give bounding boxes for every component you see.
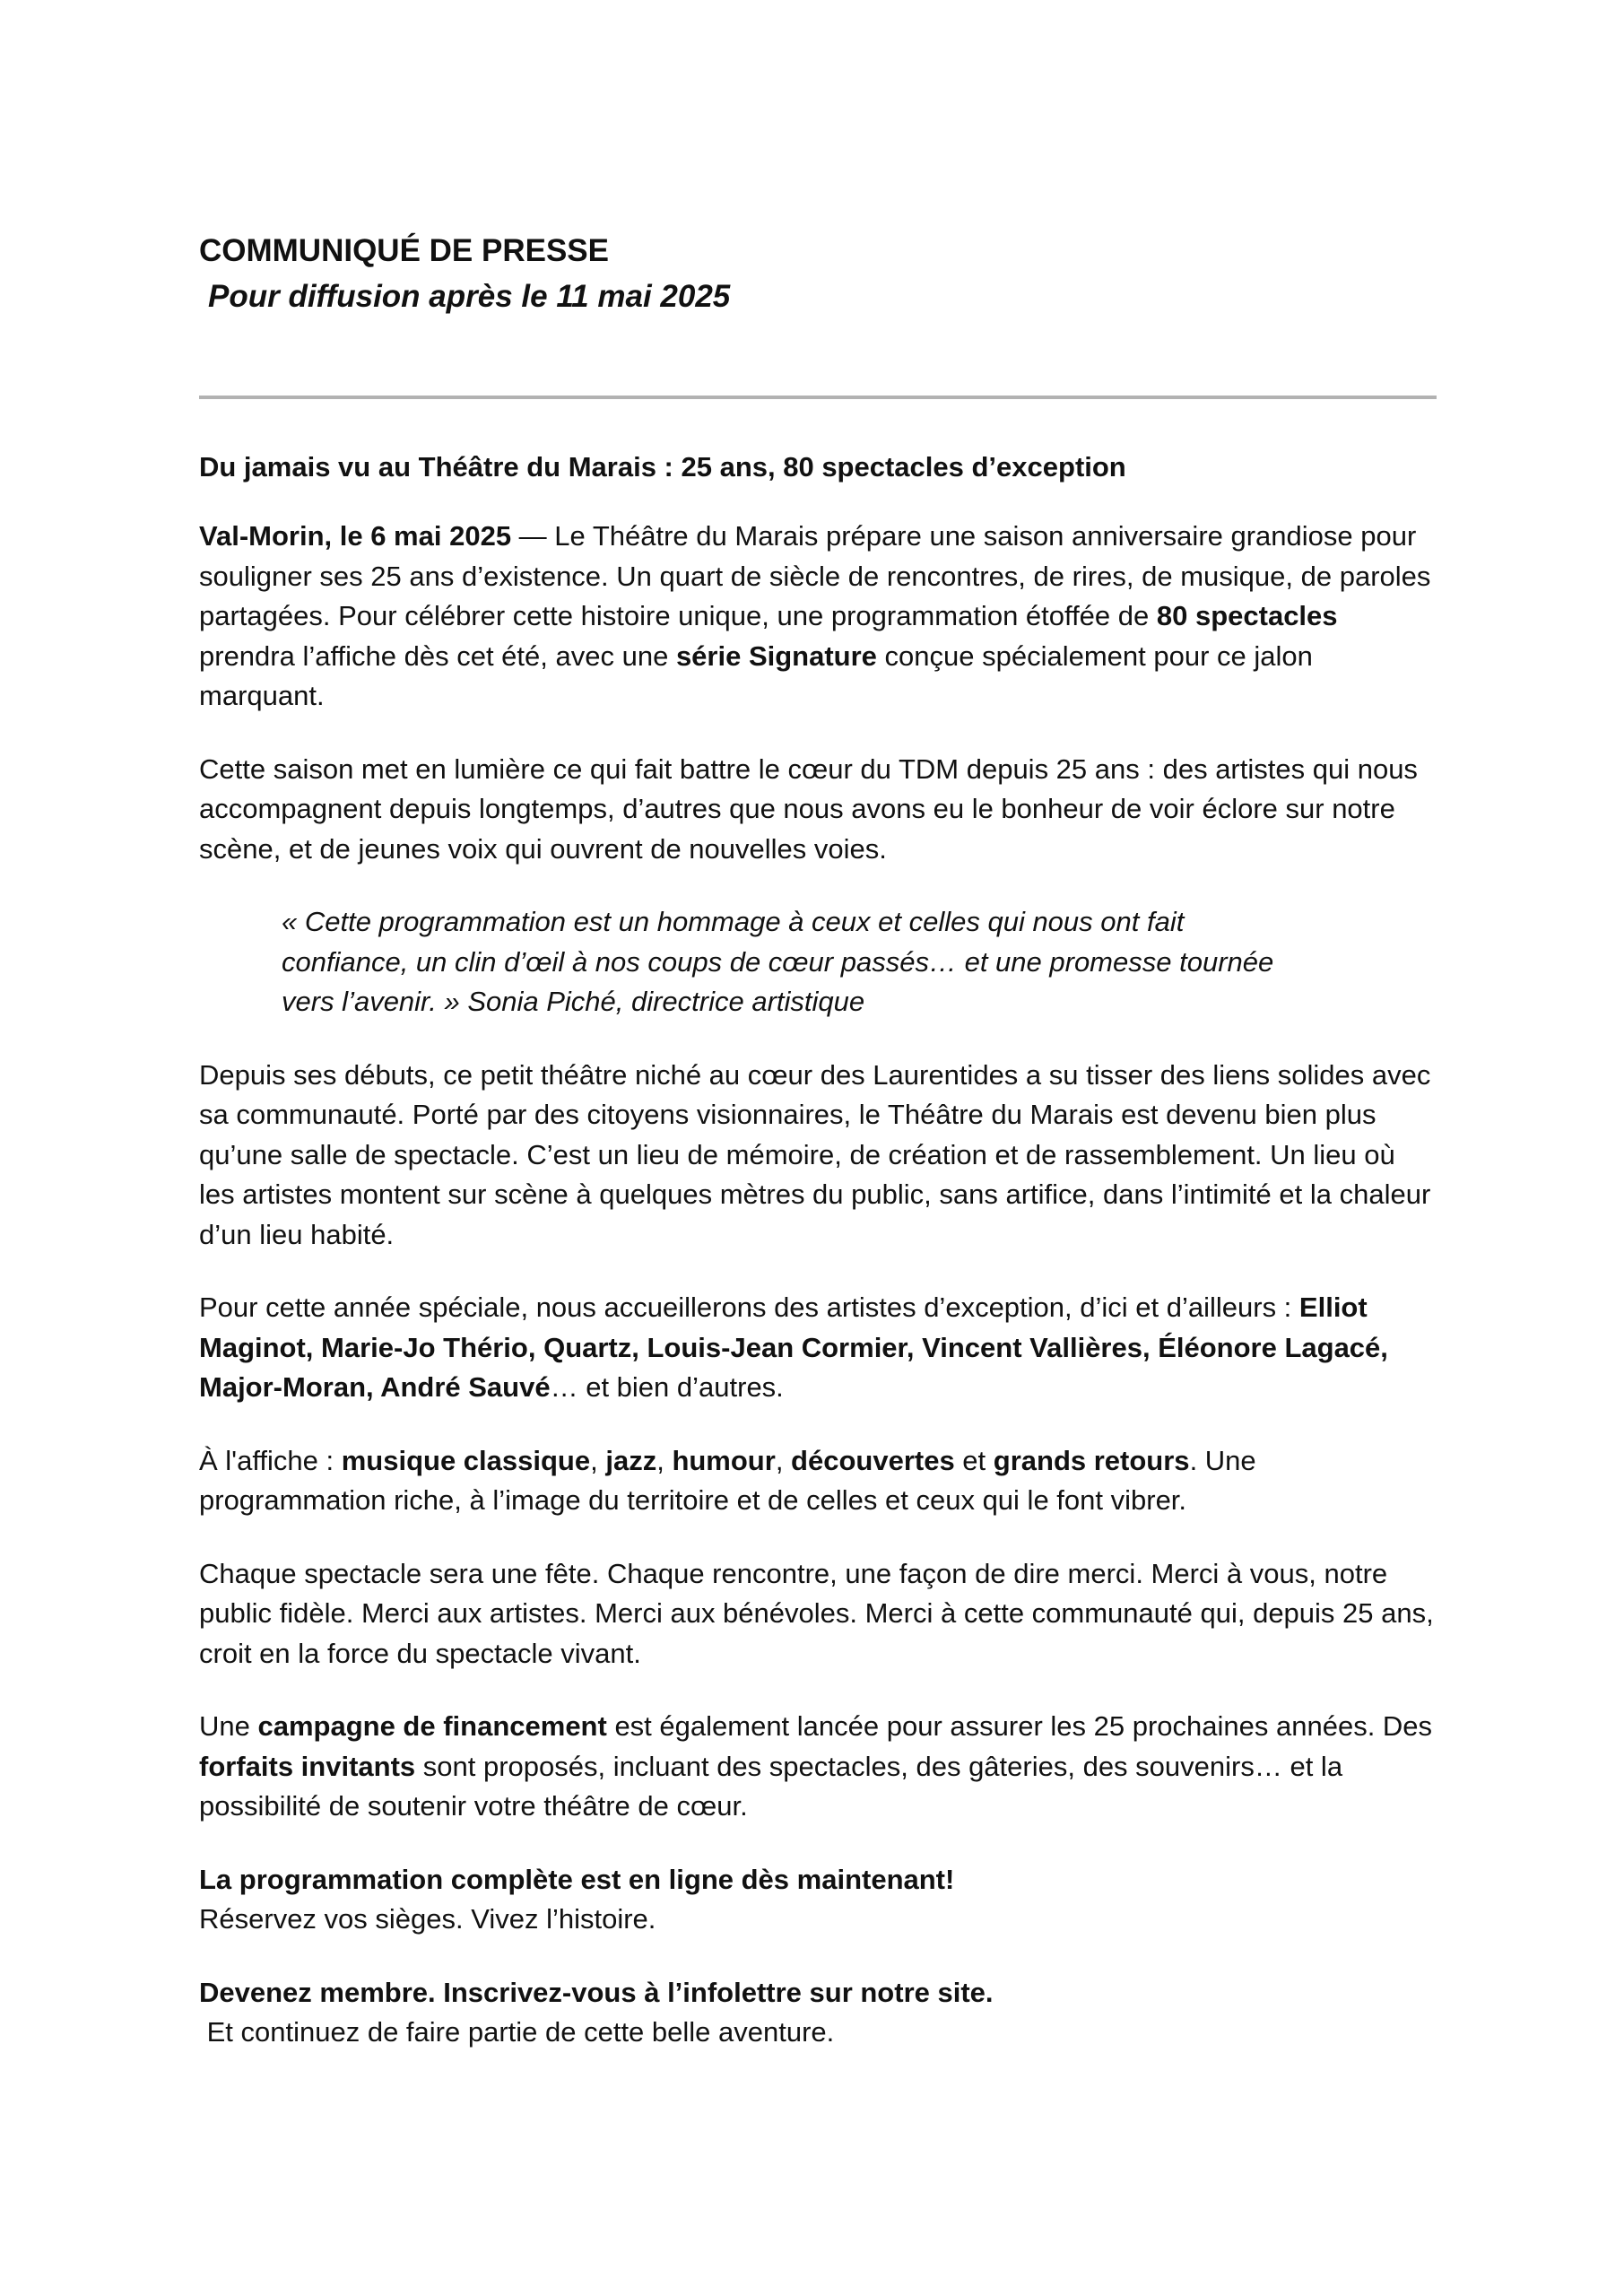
fundraising-text-a: Une [199,1710,258,1742]
horizontal-divider [199,396,1437,399]
director-quote: « Cette programmation est un hommage à ceux et celles qui nous ont fait confiance, un clin d’œil à nos coups de cœur passés… et une promesse tournée vers l’avenir. » Sonia Piché, directrice artistique [282,906,1274,1017]
paragraph-intro [199,517,1437,717]
artists-outro: … et bien d’autres. [550,1371,784,1403]
emphasis-serie-signature: série Signature [675,639,877,672]
intro-text-c: prendra l’affiche dès cet été, avec une [199,639,676,672]
fundraising-text-e: sont proposés, incluant des spectacles, des gâteries, des souvenirs… et la possibilité de soutenir votre théâtre de cœur. [199,1750,1343,1822]
paragraph-program-online [199,1860,1437,1940]
artists-list: Elliot Maginot, Marie-Jo Thério, Quartz, Louis-Jean Cormier, Vincent Vallières, Éléonore Lagacé, Major-Moran, André Sauvé [199,1292,1388,1403]
genres-outro: . Une programmation riche, à l’image du territoire et de celles et ceux qui le font vibrer. [199,1444,1256,1516]
dateline: Val-Morin, le 6 mai 2025 [199,520,512,552]
membership-line2: Et continuez de faire partie de cette belle aventure. [199,2016,835,2048]
paragraph-season: Cette saison met en lumière ce qui fait battre le cœur du TDM depuis 25 ans : des artistes qui nous accompagnent depuis longtemps, d’autres que nous avons eu le bonheur de voir éclore sur notre scène, et de jeunes voix qui ouvrent de nouvelles voies. [199,752,1418,865]
genre-jazz: jazz [605,1444,657,1476]
separator: et [954,1444,994,1476]
genre-grands-retours: grands retours [993,1444,1190,1476]
genre-decouvertes: découvertes [791,1444,955,1476]
headline: Du jamais vu au Théâtre du Marais : 25 ans, 80 spectacles d’exception [199,451,1126,483]
body-text [199,517,1437,2086]
paragraph-genres [199,1441,1437,1521]
paragraph-artists [199,1288,1437,1408]
genres-intro: À l'affiche : [199,1444,342,1476]
paragraph-history: Depuis ses débuts, ce petit théâtre niché au cœur des Laurentides a su tisser des liens solides avec sa communauté. Porté par des citoyens visionnaires, le Théâtre du Marais est devenu bien plus qu’une salle de spectacle. C’est un lieu de mémoire, de création et de rassemblement. Un lieu où les artistes montent sur scène à quelques mètres du public, sans artifice, dans l’intimité et la chaleur d’un lieu habité. [199,1058,1431,1250]
separator: , [656,1444,673,1476]
release-date-note: Pour diffusion après le 11 mai 2025 [208,279,731,314]
artists-intro: Pour cette année spéciale, nous accueillerons des artistes d’exception, d’ici et d’ailleurs : [199,1292,1299,1323]
genre-classique: musique classique [341,1444,591,1476]
intro-text-e: conçue spécialement pour ce jalon marquant. [199,639,1313,711]
press-release-title: COMMUNIQUÉ DE PRESSE [199,233,609,268]
program-online-line2: Réservez vos sièges. Vivez l’histoire. [199,1903,656,1935]
emphasis-80-spectacles: 80 spectacles [1156,600,1338,631]
intro-text-a: — Le Théâtre du Marais prépare une saison anniversaire grandiose pour souligner ses 25 ans d’existence. Un quart de siècle de rencontres, de rires, de musique, de paroles partagées. Pour célébrer cette histoire unique, une programmation étoffée de [199,520,1431,631]
fundraising-text-c: est également lancée pour assurer les 25 prochaines années. Des [606,1710,1433,1742]
emphasis-campagne: campagne de financement [257,1710,607,1742]
genre-humour: humour [672,1444,776,1476]
membership-bold: Devenez membre. Inscrivez-vous à l’infolettre sur notre site. [199,1976,994,2008]
separator: , [590,1444,606,1476]
emphasis-forfaits: forfaits invitants [199,1750,416,1782]
paragraph-fundraising [199,1707,1437,1827]
paragraph-membership [199,1973,1437,2053]
paragraph-thanks: Chaque spectacle sera une fête. Chaque rencontre, une façon de dire merci. Merci à vous, notre public fidèle. Merci aux artistes. Merci aux bénévoles. Merci à cette communauté qui, depuis 25 ans, croit en la force du spectacle vivant. [199,1557,1434,1669]
program-online-bold: La programmation complète est en ligne dès maintenant! [199,1863,955,1895]
separator: , [775,1444,792,1476]
